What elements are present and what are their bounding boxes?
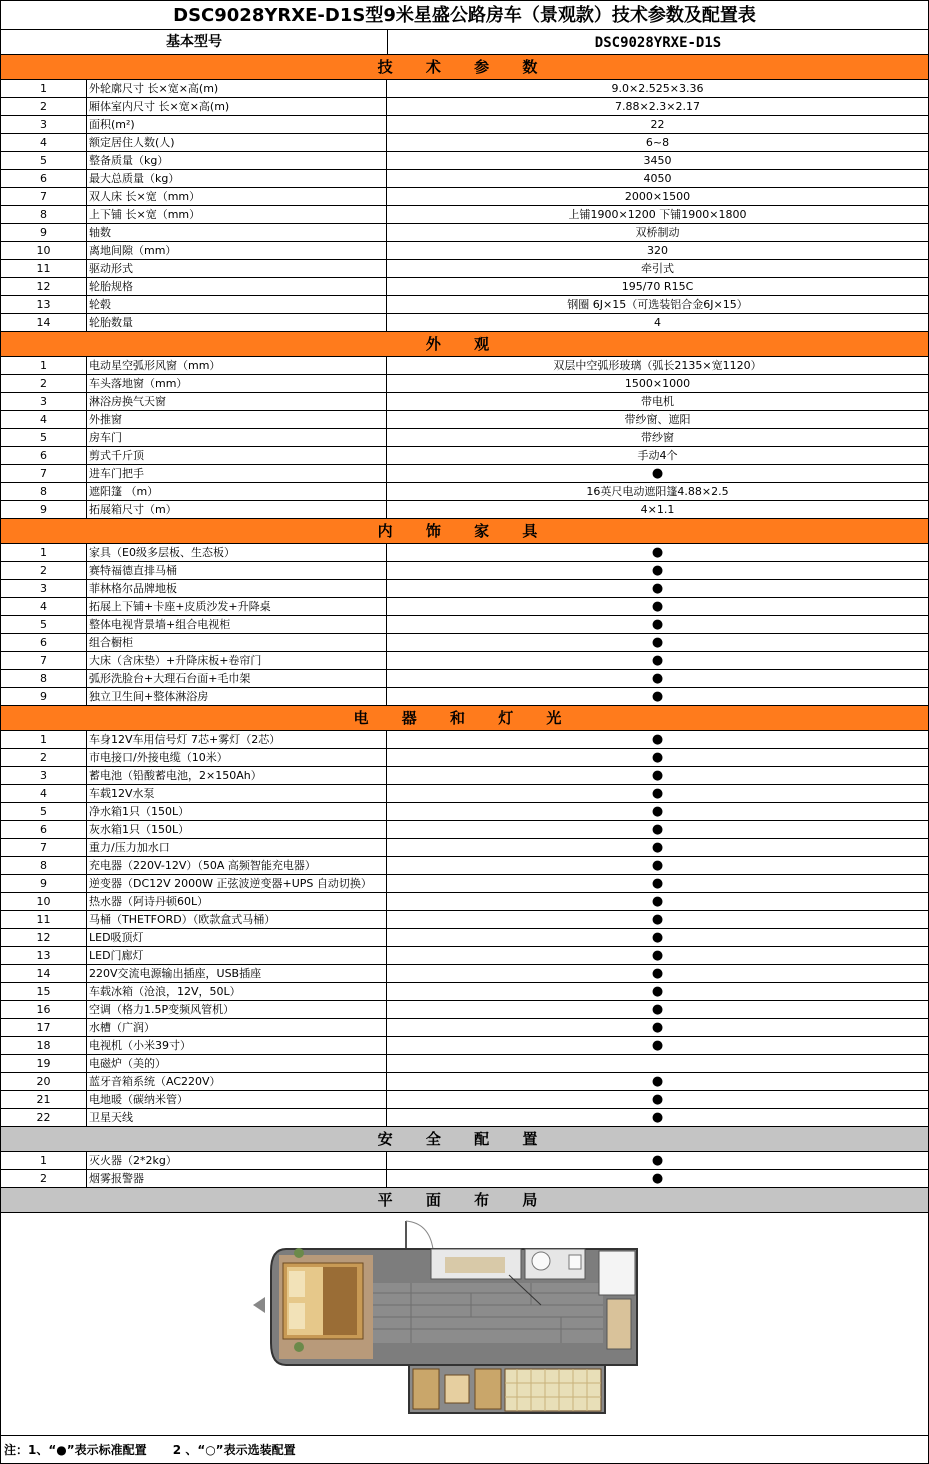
row-item-value: 带纱窗 — [641, 431, 674, 444]
table-row — [0, 688, 929, 706]
row-number: 8 — [1, 857, 87, 874]
row-number: 12 — [1, 929, 87, 946]
row-number: 16 — [1, 1001, 87, 1018]
row-item-name: LED吸顶灯 — [87, 929, 387, 946]
row-item-name: 重力/压力加水口 — [87, 839, 387, 856]
row-number: 3 — [1, 580, 87, 597]
table-row — [0, 767, 929, 785]
row-item-name: 双人床 长×宽（mm） — [87, 188, 387, 205]
row-number: 9 — [1, 501, 87, 518]
table-row — [0, 375, 929, 393]
row-item-name: 市电接口/外接电缆（10米） — [87, 749, 387, 766]
row-item-value: 上铺1900×1200 下铺1900×1800 — [568, 208, 747, 221]
table-row — [0, 1109, 929, 1127]
note-optional: 2 、“○”表示选装配置 — [172, 1443, 296, 1457]
row-item-value: 195/70 R15C — [621, 280, 694, 293]
row-item-name: 外轮廓尺寸 长×宽×高(m) — [87, 80, 387, 97]
row-item-value: 带纱窗、遮阳 — [624, 413, 691, 426]
row-item-value: ● — [651, 786, 664, 801]
row-item-value: ● — [651, 581, 664, 596]
table-row — [0, 1170, 929, 1188]
section-header: 技 术 参 数 — [0, 55, 929, 80]
row-number: 8 — [1, 670, 87, 687]
row-item-value: ● — [651, 750, 664, 765]
row-item-name: 面积(m²) — [87, 116, 387, 133]
row-item-value: 22 — [650, 118, 665, 131]
row-number: 9 — [1, 688, 87, 705]
row-item-value: 6~8 — [645, 136, 670, 149]
row-item-name: 上下铺 长×宽（mm） — [87, 206, 387, 223]
row-item-name: 最大总质量（kg） — [87, 170, 387, 187]
row-number: 2 — [1, 1170, 87, 1187]
row-item-name: 蓄电池（铅酸蓄电池，2×150Ah） — [87, 767, 387, 784]
row-number: 2 — [1, 375, 87, 392]
row-number: 1 — [1, 544, 87, 561]
row-item-value: 9.0×2.525×3.36 — [611, 82, 704, 95]
table-row — [0, 875, 929, 893]
row-item-value: ● — [651, 545, 664, 560]
row-item-value: 2000×1500 — [624, 190, 691, 203]
row-item-name: 拓展上下铺+卡座+皮质沙发+升降桌 — [87, 598, 387, 615]
row-item-value: ● — [651, 948, 664, 963]
table-row — [0, 983, 929, 1001]
row-number: 2 — [1, 562, 87, 579]
row-item-name: 电动星空弧形风窗（mm） — [87, 357, 387, 374]
row-number: 10 — [1, 242, 87, 259]
row-number: 1 — [1, 80, 87, 97]
table-row — [0, 785, 929, 803]
row-number: 3 — [1, 767, 87, 784]
row-item-name: 车头落地窗（mm） — [87, 375, 387, 392]
row-item-value: ● — [651, 822, 664, 837]
row-item-name: 菲林格尔品牌地板 — [87, 580, 387, 597]
row-item-value: ● — [651, 984, 664, 999]
row-item-value: ● — [651, 966, 664, 981]
row-item-value: ● — [651, 1020, 664, 1035]
row-number: 7 — [1, 188, 87, 205]
page-title: DSC9028YRXE-D1S型9米星盛公路房车（景观款）技术参数及配置表 — [0, 0, 929, 30]
row-item-value: ● — [651, 689, 664, 704]
row-item-name: 车载12V水泵 — [87, 785, 387, 802]
row-number: 14 — [1, 314, 87, 331]
row-item-value: 钢圈 6J×15（可选装铝合金6J×15） — [567, 298, 748, 311]
model-row — [0, 30, 929, 55]
legend-note — [0, 1436, 929, 1464]
row-number: 5 — [1, 152, 87, 169]
table-row — [0, 670, 929, 688]
row-item-name: 空调（格力1.5P变频风管机） — [87, 1001, 387, 1018]
row-item-value: ● — [651, 653, 664, 668]
row-number: 1 — [1, 357, 87, 374]
table-row — [0, 1073, 929, 1091]
row-item-value: ● — [651, 1110, 664, 1125]
table-row — [0, 465, 929, 483]
row-item-name: 轮胎规格 — [87, 278, 387, 295]
row-number: 3 — [1, 116, 87, 133]
row-number: 11 — [1, 260, 87, 277]
table-row — [0, 170, 929, 188]
row-item-value: ● — [651, 876, 664, 891]
row-item-name: 车载冰箱（沧浪，12V，50L） — [87, 983, 387, 1000]
row-item-value: ● — [651, 466, 664, 481]
section-header: 电 器 和 灯 光 — [0, 706, 929, 731]
row-item-value: 4×1.1 — [640, 503, 675, 516]
row-item-name: 剪式千斤顶 — [87, 447, 387, 464]
table-row — [0, 911, 929, 929]
row-item-value: 4 — [654, 316, 661, 329]
row-number: 6 — [1, 447, 87, 464]
table-row — [0, 965, 929, 983]
row-number: 11 — [1, 911, 87, 928]
spec-sections — [0, 55, 929, 1188]
row-item-value: 带电机 — [641, 395, 674, 408]
row-item-name: 淋浴房换气天窗 — [87, 393, 387, 410]
table-row — [0, 278, 929, 296]
row-number: 13 — [1, 947, 87, 964]
row-number: 3 — [1, 393, 87, 410]
row-number: 1 — [1, 1152, 87, 1169]
table-row — [0, 1091, 929, 1109]
row-number: 4 — [1, 134, 87, 151]
section-header: 外 观 — [0, 332, 929, 357]
row-item-name: 水槽（广润） — [87, 1019, 387, 1036]
table-row — [0, 731, 929, 749]
table-row — [0, 501, 929, 519]
floor-plan — [0, 1213, 929, 1436]
table-row — [0, 447, 929, 465]
row-item-name: 遮阳篷 （m） — [87, 483, 387, 500]
table-row — [0, 652, 929, 670]
row-number: 17 — [1, 1019, 87, 1036]
row-number: 8 — [1, 206, 87, 223]
row-number: 18 — [1, 1037, 87, 1054]
row-item-name: 热水器（阿诗丹顿60L） — [87, 893, 387, 910]
row-item-name: 额定居住人数(人) — [87, 134, 387, 151]
table-row — [0, 821, 929, 839]
row-item-name: 拓展箱尺寸（m） — [87, 501, 387, 518]
table-row — [0, 857, 929, 875]
table-row — [0, 411, 929, 429]
row-item-value — [387, 1055, 928, 1072]
row-number: 7 — [1, 839, 87, 856]
model-value: DSC9028YRXE-D1S — [594, 35, 722, 51]
table-row — [0, 893, 929, 911]
row-number: 4 — [1, 411, 87, 428]
row-item-name: 大床（含床垫）+升降床板+卷帘门 — [87, 652, 387, 669]
row-item-name: 卫星天线 — [87, 1109, 387, 1126]
row-number: 9 — [1, 224, 87, 241]
row-item-value: ● — [651, 1002, 664, 1017]
table-row — [0, 598, 929, 616]
row-number: 15 — [1, 983, 87, 1000]
row-item-name: 离地间隙（mm） — [87, 242, 387, 259]
row-item-name: 轮毂 — [87, 296, 387, 313]
row-item-value: ● — [651, 840, 664, 855]
row-item-value: ● — [651, 671, 664, 686]
row-item-value: ● — [651, 1038, 664, 1053]
row-number: 2 — [1, 749, 87, 766]
row-item-name: 灰水箱1只（150L） — [87, 821, 387, 838]
table-row — [0, 242, 929, 260]
row-item-value: 16英尺电动遮阳篷4.88×2.5 — [586, 485, 729, 498]
row-item-value: ● — [651, 768, 664, 783]
table-row — [0, 1055, 929, 1073]
table-row — [0, 260, 929, 278]
table-row — [0, 1019, 929, 1037]
row-item-value: ● — [651, 599, 664, 614]
table-row — [0, 1001, 929, 1019]
row-item-name: 马桶（THETFORD）（欧款盒式马桶） — [87, 911, 387, 928]
row-item-name: 净水箱1只（150L） — [87, 803, 387, 820]
table-row — [0, 929, 929, 947]
table-row — [0, 314, 929, 332]
table-row — [0, 224, 929, 242]
table-row — [0, 483, 929, 501]
row-item-value: ● — [651, 617, 664, 632]
row-item-value: ● — [651, 858, 664, 873]
table-row — [0, 580, 929, 598]
row-item-name: 房车门 — [87, 429, 387, 446]
row-item-value: 320 — [647, 244, 668, 257]
row-item-name: 轮胎数量 — [87, 314, 387, 331]
row-number: 9 — [1, 875, 87, 892]
table-row — [0, 206, 929, 224]
row-number: 4 — [1, 598, 87, 615]
row-number: 20 — [1, 1073, 87, 1090]
table-row — [0, 116, 929, 134]
row-item-name: 烟雾报警器 — [87, 1170, 387, 1187]
row-item-name: 轴数 — [87, 224, 387, 241]
row-number: 5 — [1, 803, 87, 820]
row-number: 2 — [1, 98, 87, 115]
row-number: 7 — [1, 652, 87, 669]
row-item-name: 电地暖（碳纳米管） — [87, 1091, 387, 1108]
section-header: 内 饰 家 具 — [0, 519, 929, 544]
row-item-name: 逆变器（DC12V 2000W 正弦波逆变器+UPS 自动切换） — [87, 875, 387, 892]
table-row — [0, 947, 929, 965]
row-number: 8 — [1, 483, 87, 500]
floor-plan-image — [1, 1213, 928, 1435]
table-row — [0, 839, 929, 857]
table-row — [0, 544, 929, 562]
row-item-name: 独立卫生间+整体淋浴房 — [87, 688, 387, 705]
row-item-name: 外推窗 — [87, 411, 387, 428]
table-row — [0, 1152, 929, 1170]
row-item-value: ● — [651, 1153, 664, 1168]
row-item-name: 整体电视背景墙+组合电视柜 — [87, 616, 387, 633]
row-number: 13 — [1, 296, 87, 313]
table-row — [0, 562, 929, 580]
row-item-value: ● — [651, 912, 664, 927]
row-item-value: ● — [651, 563, 664, 578]
row-number: 19 — [1, 1055, 87, 1072]
table-row — [0, 134, 929, 152]
row-number: 22 — [1, 1109, 87, 1126]
section-header-layout: 平 面 布 局 — [0, 1188, 929, 1213]
row-item-name: 进车门把手 — [87, 465, 387, 482]
row-item-name: 车身12V车用信号灯 7芯+雾灯（2芯） — [87, 731, 387, 748]
row-item-value: ● — [651, 894, 664, 909]
row-number: 10 — [1, 893, 87, 910]
row-item-value: ● — [651, 1171, 664, 1186]
row-item-name: 整备质量（kg） — [87, 152, 387, 169]
row-item-name: 厢体室内尺寸 长×宽×高(m) — [87, 98, 387, 115]
row-number: 12 — [1, 278, 87, 295]
row-number: 6 — [1, 170, 87, 187]
table-row — [0, 296, 929, 314]
row-number: 21 — [1, 1091, 87, 1108]
row-item-name: 电视机（小米39寸） — [87, 1037, 387, 1054]
row-number: 6 — [1, 634, 87, 651]
table-row — [0, 98, 929, 116]
row-item-value: 双桥制动 — [635, 226, 680, 239]
row-item-value: 3450 — [643, 154, 672, 167]
table-row — [0, 393, 929, 411]
row-item-value: 7.88×2.3×2.17 — [615, 100, 700, 113]
row-item-name: 弧形洗脸台+大理石台面+毛巾架 — [87, 670, 387, 687]
row-number: 1 — [1, 731, 87, 748]
row-number: 5 — [1, 429, 87, 446]
row-item-name: LED门廊灯 — [87, 947, 387, 964]
row-item-name: 家具（E0级多层板、生态板） — [87, 544, 387, 561]
row-item-name: 220V交流电源输出插座，USB插座 — [87, 965, 387, 982]
row-item-value: ● — [651, 804, 664, 819]
table-row — [0, 803, 929, 821]
row-number: 6 — [1, 821, 87, 838]
note-standard: 注：1、“●”表示标准配置 — [4, 1443, 147, 1457]
table-row — [0, 152, 929, 170]
row-item-name: 电磁炉（美的） — [87, 1055, 387, 1072]
table-row — [0, 429, 929, 447]
row-item-value: ● — [651, 1092, 664, 1107]
row-item-name: 组合橱柜 — [87, 634, 387, 651]
row-item-value: 手动4个 — [637, 449, 678, 462]
model-label: 基本型号 — [1, 30, 388, 54]
row-item-value: 牵引式 — [641, 262, 674, 275]
row-item-name: 驱动形式 — [87, 260, 387, 277]
row-item-value: ● — [651, 930, 664, 945]
row-item-name: 充电器（220V-12V）（50A 高频智能充电器） — [87, 857, 387, 874]
table-row — [0, 616, 929, 634]
row-number: 4 — [1, 785, 87, 802]
row-item-name: 蓝牙音箱系统（AC220V） — [87, 1073, 387, 1090]
row-number: 7 — [1, 465, 87, 482]
row-item-value: ● — [651, 1074, 664, 1089]
table-row — [0, 1037, 929, 1055]
row-item-value: 双层中空弧形玻璃（弧长2135×宽1120） — [553, 359, 762, 372]
row-item-value: ● — [651, 732, 664, 747]
row-item-value: ● — [651, 635, 664, 650]
row-number: 14 — [1, 965, 87, 982]
table-row — [0, 749, 929, 767]
table-row — [0, 634, 929, 652]
row-item-name: 赛特福德直排马桶 — [87, 562, 387, 579]
table-row — [0, 357, 929, 375]
row-item-value: 1500×1000 — [624, 377, 691, 390]
table-row — [0, 188, 929, 206]
row-item-name: 灭火器（2*2kg） — [87, 1152, 387, 1169]
row-item-value: 4050 — [643, 172, 672, 185]
table-row — [0, 80, 929, 98]
row-number: 5 — [1, 616, 87, 633]
section-header: 安 全 配 置 — [0, 1127, 929, 1152]
